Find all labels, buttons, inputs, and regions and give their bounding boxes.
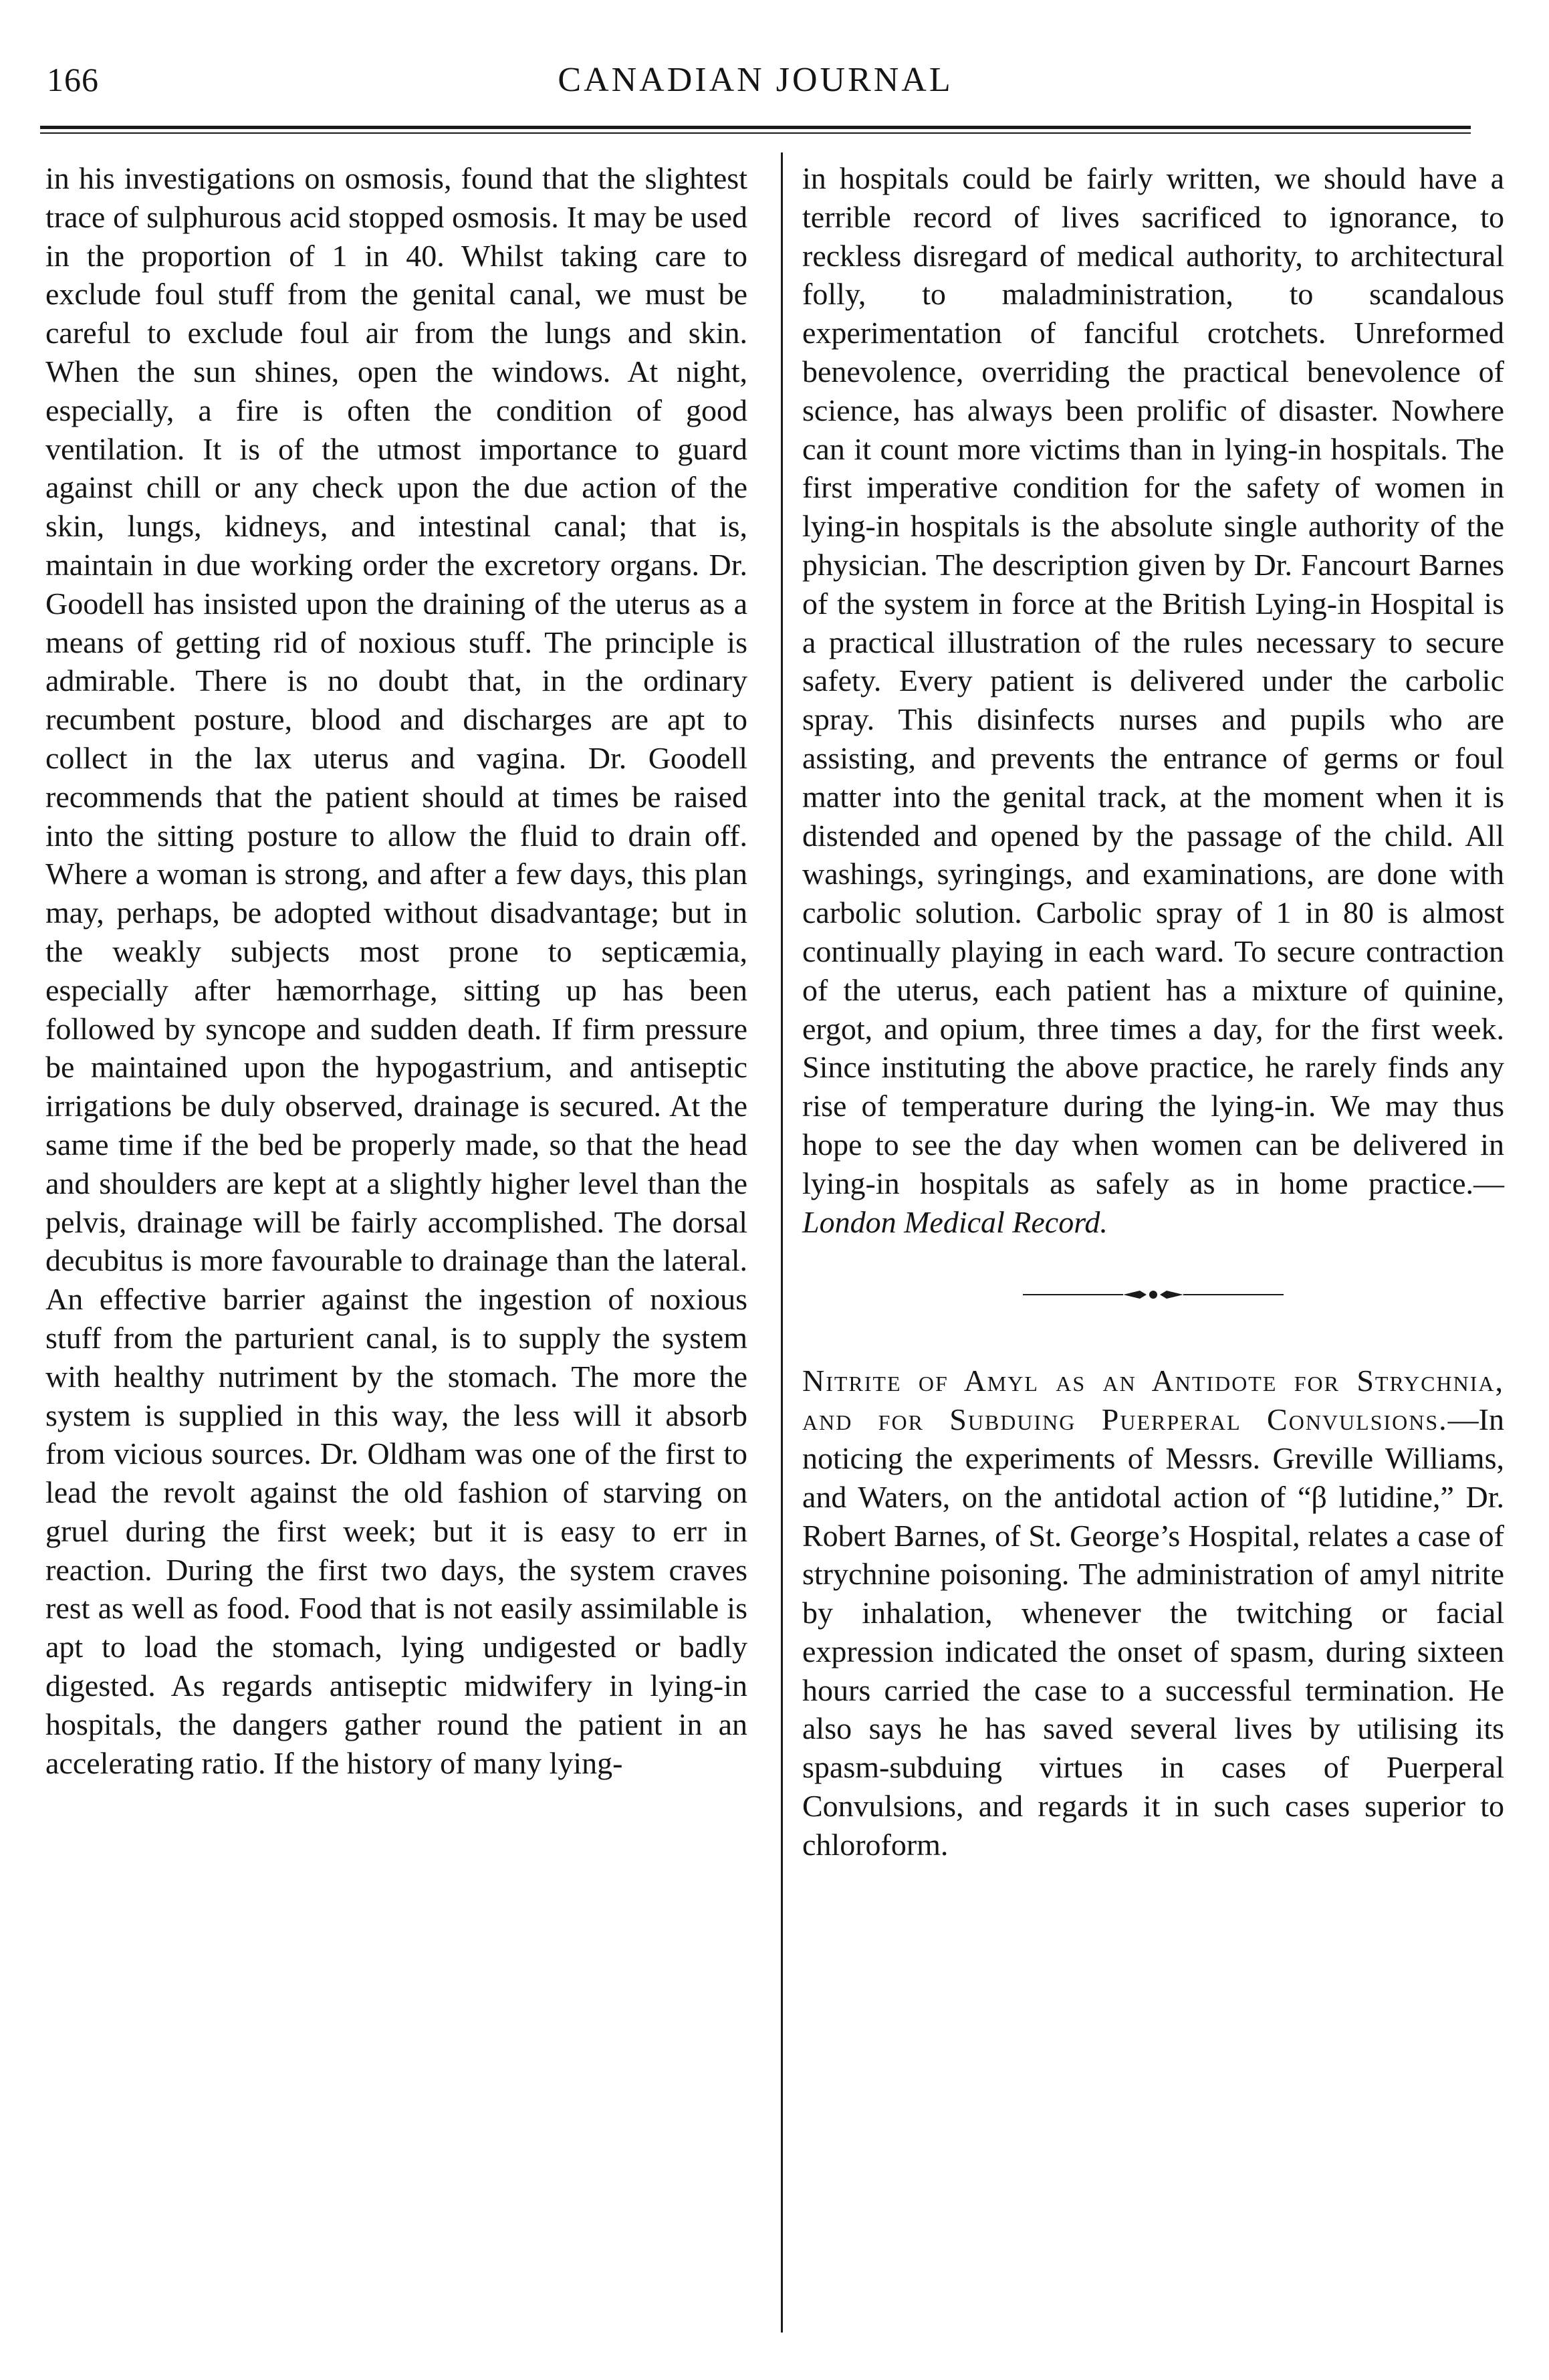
article-text: —In noticing the experiments of Messrs. Greville Williams, and Waters, on the antidotal action of “β lutidine,” Dr. Robert Barnes, of St. George’s Hospital, relates a case of strychnine poisoning. The administration of amyl nitrite by inhalation, whenever the twitching or facial expression indicated the onset of spasm, during sixteen hours carried the case to a successful termination. He also says he has saved several lives by utilising its spasm-subduing virtues in cases of Puerperal Convulsions, and regards it in such cases superior to chloroform. xyxy=(802,1402,1504,1862)
page-number: 166 xyxy=(47,61,99,98)
right-column xyxy=(802,159,1504,1864)
header-rule xyxy=(40,126,1471,129)
right-column-text: in hospitals could be fairly written, we should have a terrible record of lives sacrificed to ignorance, to reckless disregard of medical authority, to architectural folly, to maladministration, to scandalous experimentation of fanciful crotchets. Unreformed benevolence, overriding the practical benevolence of science, has always been prolific of disaster. Nowhere can it count more victims than in lying-in hospitals. The first imperative condition for the safety of women in lying-in hospitals is the absolute single authority of the physician. The description given by Dr. Fancourt Barnes of the system in force at the British Lying-in Hospital is a practical illustration of the rules necessary to secure safety. Every patient is delivered under the carbolic spray. This disinfects nurses and pupils who are assisting, and prevents the entrance of germs or foul matter into the genital track, at the moment when it is distended and opened by the passage of the child. All washings, syringings, and examinations, are done with carbolic solution. Carbolic spray of 1 in 80 is almost continually playing in each ward. To secure contraction of the uterus, each patient has a mixture of quinine, ergot, and opium, three times a day, for the first week. Since instituting the above practice, he rarely finds any rise of temperature during the lying-in. We may thus hope to see the day when women can be delivered in lying-in hospitals as safely as in home practice.— xyxy=(802,161,1504,1200)
right-column-paragraph xyxy=(802,159,1504,1241)
page-header xyxy=(40,53,1471,114)
left-column xyxy=(45,159,747,1782)
header-rule-thin xyxy=(40,132,1471,134)
column-divider xyxy=(781,152,783,2333)
left-column-text: in his investigations on osmosis, found that the slightest trace of sulphurous acid stopped osmosis. It may be used in the proportion of 1 in 40. Whilst taking care to exclude foul stuff from the genital canal, we must be careful to exclude foul air from the lungs and skin. When the sun shines, open the windows. At night, especially, a fire is often the condition of good ventilation. It is of the utmost importance to guard against chill or any check upon the due action of the skin, lungs, kidneys, and intestinal canal; that is, maintain in due working order the excretory organs. Dr. Goodell has insisted upon the draining of the uterus as a means of getting rid of noxious stuff. The principle is admirable. There is no doubt that, in the ordinary recumbent posture, blood and discharges are apt to collect in the lax uterus and vagina. Dr. Goodell recommends that the patient should at times be raised into the sitting posture to allow the fluid to drain off. Where a woman is strong, and after a few days, this plan may, perhaps, be adopted without disadvantage; but in the weakly subjects most prone to septicæmia, especially after hæmorrhage, sitting up has been followed by syncope and sudden death. If firm pressure be maintained upon the hypogastrium, and antiseptic irrigations be duly observed, drainage is secured. At the same time if the bed be properly made, so that the head and shoulders are kept at a slightly higher level than the pelvis, drainage will be fairly accomplished. The dorsal decubitus is more favourable to drainage than the lateral. An effective barrier against the ingestion of noxious stuff from the parturient canal, is to supply the system with healthy nutriment by the stomach. The more the system is supplied in this way, the less will it absorb from vicious sources. Dr. Oldham was one of the first to lead the revolt against the old fashion of starving on gruel during the first week; but it is easy to err in reaction. During the first two days, the system craves rest as well as food. Food that is not easily assimilable is apt to load the stomach, lying undigested or badly digested. As regards antiseptic midwifery in lying-in hospitals, the dangers gather round the patient in an accelerating ratio. If the history of many lying- xyxy=(45,161,747,1780)
section-ornament xyxy=(1023,1288,1284,1301)
article-paragraph xyxy=(802,1362,1504,1864)
running-title: CANADIAN JOURNAL xyxy=(558,61,953,99)
source-citation: London Medical Record. xyxy=(802,1204,1108,1239)
article-heading: Nitrite of Amyl as an Antidote for Strychnia, and for Subduing Puerperal Convulsions. xyxy=(802,1364,1504,1437)
